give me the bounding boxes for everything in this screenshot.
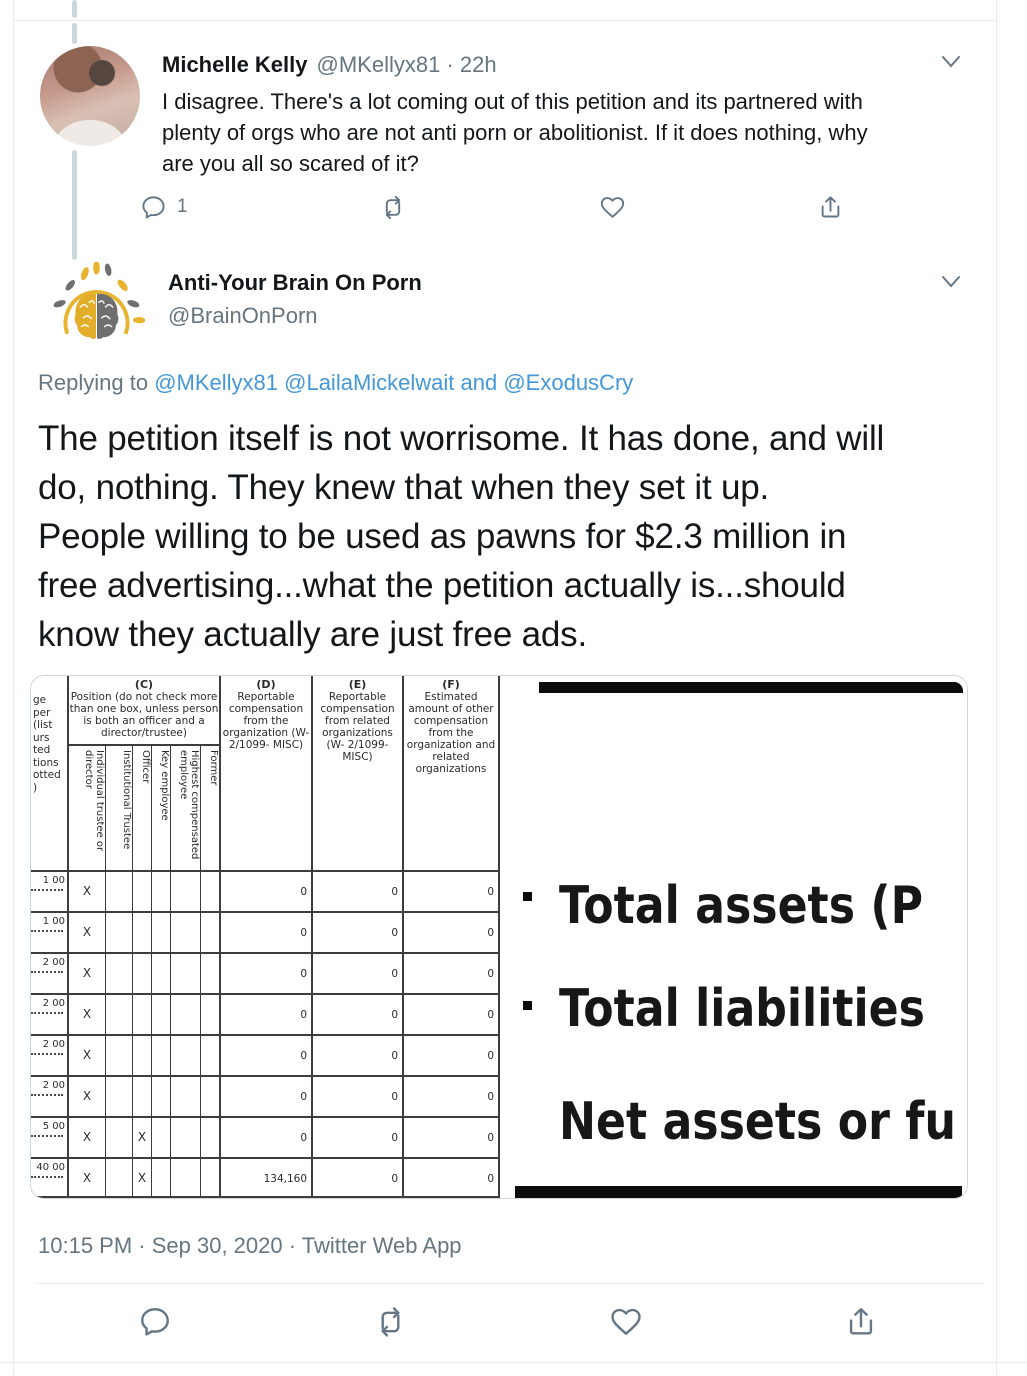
chevron-down-icon[interactable] xyxy=(940,54,962,70)
form-value-cell: 0 xyxy=(221,1116,313,1157)
tweet2-handle[interactable]: @BrainOnPorn xyxy=(168,303,318,328)
form-left-header-cell xyxy=(31,676,69,870)
form-check-cell xyxy=(106,993,133,1034)
hours-value: 2 00 xyxy=(42,1039,65,1050)
sun-ring xyxy=(65,292,127,334)
form-col-c-header xyxy=(69,676,221,746)
form-hours-cell xyxy=(31,1034,69,1075)
form-check-cell xyxy=(171,1075,201,1116)
form-check-cell xyxy=(171,911,201,952)
tweet2-text-line: know they actually are just free ads. xyxy=(38,615,587,654)
form-subcol-header: Officer xyxy=(133,746,152,870)
form-check-cell xyxy=(201,1075,221,1116)
avatar-brain-on-porn[interactable] xyxy=(48,262,145,359)
chevron-down-icon[interactable] xyxy=(940,274,962,290)
form-value-cell: 0 xyxy=(221,870,313,911)
mention-link[interactable]: @LailaMickelwait xyxy=(284,370,461,395)
col-desc: Reportable compensation from related organizations (W- 2/1099- MISC) xyxy=(320,691,395,763)
col-desc: Reportable compensation from the organization (W- 2/1099- MISC) xyxy=(222,691,310,751)
form-col-d-header xyxy=(221,676,313,870)
top-divider xyxy=(14,20,996,21)
form-check-cell xyxy=(152,1157,171,1198)
form-value-cell: 0 xyxy=(221,1075,313,1116)
form-value-cell: 0 xyxy=(313,952,404,993)
form-left-fragment: ge xyxy=(33,694,47,706)
form-check-cell: X xyxy=(69,1116,106,1157)
retweet-icon xyxy=(379,194,407,221)
form-check-cell xyxy=(152,952,171,993)
form-left-fragment: ) xyxy=(33,781,38,794)
form-value-cell: 0 xyxy=(404,870,500,911)
form-check-cell xyxy=(152,911,171,952)
form-check-cell xyxy=(171,1116,201,1157)
scan-black-bar-bottom xyxy=(515,1186,962,1198)
form-hours-cell xyxy=(31,1116,69,1157)
tweet1-header xyxy=(162,52,497,78)
tweet2-text-line: The petition itself is not worrisome. It has done, and will xyxy=(38,419,885,458)
share-icon xyxy=(844,1305,878,1339)
tweet2-display-name[interactable]: Anti-Your Brain On Porn xyxy=(168,270,422,295)
col-label: (D) xyxy=(256,678,276,691)
form-value-cell: 134,160 xyxy=(221,1157,313,1198)
tweet1-text-line: are you all so scared of it? xyxy=(162,151,419,176)
column-border-right xyxy=(996,0,997,1376)
dotted-line xyxy=(31,1135,63,1137)
scan-partial-glyph xyxy=(523,1001,532,1010)
bottom-divider xyxy=(0,1362,1027,1363)
dotted-line xyxy=(31,1176,63,1178)
col-label: (F) xyxy=(442,678,460,691)
reply-bubble-icon xyxy=(138,1305,172,1339)
form-check-cell xyxy=(106,870,133,911)
form-check-cell xyxy=(133,870,152,911)
zoom-line-net-assets: Net assets or fu xyxy=(559,1092,956,1152)
heart-icon xyxy=(599,194,626,221)
hours-value: 2 00 xyxy=(42,957,65,968)
form-check-cell: X xyxy=(133,1116,152,1157)
form-hours-cell xyxy=(31,1157,69,1198)
form-value-cell: 0 xyxy=(404,911,500,952)
form-value-cell: 0 xyxy=(404,1116,500,1157)
reply-bubble-icon xyxy=(140,194,167,221)
hours-value: 5 00 xyxy=(42,1121,65,1132)
form-value-cell: 0 xyxy=(404,1157,500,1198)
reply-count: 1 xyxy=(177,196,188,217)
tweet1-text-line: plenty of orgs who are not anti porn or abolitionist. If it does nothing, why xyxy=(162,120,868,145)
form-check-cell: X xyxy=(69,1075,106,1116)
form-check-cell xyxy=(171,1157,201,1198)
form-check-cell xyxy=(152,993,171,1034)
tweet1-text-line: I disagree. There's a lot coming out of this petition and its partnered with xyxy=(162,89,863,114)
retweet-button[interactable] xyxy=(373,1305,408,1339)
form-check-cell xyxy=(106,911,133,952)
hours-value: 1 00 xyxy=(42,875,65,886)
form-hours-cell xyxy=(31,993,69,1034)
form-value-cell: 0 xyxy=(313,870,404,911)
col-label: (E) xyxy=(348,678,367,691)
zoom-line-total-liabilities: Total liabilities xyxy=(559,979,925,1039)
form-check-cell xyxy=(171,1034,201,1075)
form-left-fragment: (list xyxy=(33,719,53,731)
thread-line xyxy=(72,150,77,260)
form-check-cell: X xyxy=(69,1034,106,1075)
replying-prefix: Replying to xyxy=(38,370,155,395)
retweet-button[interactable] xyxy=(379,194,407,221)
column-border-left xyxy=(13,0,14,1376)
form-value-cell: 0 xyxy=(221,911,313,952)
form-value-cell: 0 xyxy=(404,993,500,1034)
avatar-michelle-kelly[interactable] xyxy=(40,46,140,146)
share-icon xyxy=(817,194,844,221)
hours-value: 1 00 xyxy=(42,916,65,927)
form-check-cell xyxy=(152,1116,171,1157)
form-value-cell: 0 xyxy=(404,1075,500,1116)
tweet2-text-line: People willing to be used as pawns for $2.3 million in xyxy=(38,517,847,556)
form-check-cell xyxy=(201,993,221,1034)
form-check-cell xyxy=(152,870,171,911)
form-subcol-header: Former xyxy=(201,746,221,870)
replying-conjunction: and xyxy=(460,370,504,395)
form-left-fragment: urs xyxy=(33,731,50,744)
form-check-cell xyxy=(106,1075,133,1116)
retweet-icon xyxy=(373,1305,408,1339)
form-left-fragment: otted xyxy=(33,769,61,781)
form-subcol-header: Highest compensated employee xyxy=(171,746,201,870)
form-check-cell: X xyxy=(69,952,106,993)
form-left-fragment: tions xyxy=(33,756,59,769)
form-check-cell xyxy=(133,1075,152,1116)
form-subcol-header: Key employee xyxy=(152,746,171,870)
form-col-f-header xyxy=(404,676,500,870)
scan-black-bar-top xyxy=(539,682,963,693)
form-hours-cell xyxy=(31,911,69,952)
tweet1-display-name[interactable]: Michelle Kelly xyxy=(162,52,308,77)
form-check-cell xyxy=(106,1116,133,1157)
form-check-cell: X xyxy=(69,870,106,911)
tweet2-timestamp: 10:15 PM · Sep 30, 2020 · Twitter Web App xyxy=(38,1233,462,1258)
hours-value: 2 00 xyxy=(42,998,65,1009)
zoom-line-total-assets: Total assets (P xyxy=(559,876,923,936)
form-value-cell: 0 xyxy=(404,1034,500,1075)
form-value-cell: 0 xyxy=(404,952,500,993)
hours-value: 2 00 xyxy=(42,1080,65,1091)
tweet2-text-line: do, nothing. They knew that when they set it up. xyxy=(38,468,770,507)
form-990-table xyxy=(31,676,500,1198)
timestamp-divider xyxy=(36,1283,983,1284)
replying-line xyxy=(38,370,633,396)
mention-link[interactable]: @MKellyx81 xyxy=(154,370,285,395)
form-value-cell: 0 xyxy=(221,993,313,1034)
hours-value: 40 00 xyxy=(36,1162,65,1173)
form-hours-cell xyxy=(31,1075,69,1116)
like-button[interactable] xyxy=(609,1305,643,1339)
form-zoom-panel xyxy=(501,676,967,1198)
dotted-line xyxy=(31,889,63,891)
form-check-cell: X xyxy=(69,993,106,1034)
form-check-cell xyxy=(133,993,152,1034)
form-check-cell: X xyxy=(69,1157,106,1198)
form-value-cell: 0 xyxy=(221,952,313,993)
col-desc: Position (do not check more than one box, unless person is both an officer and a director/trustee) xyxy=(69,691,219,739)
form-check-cell xyxy=(152,1034,171,1075)
form-col-e-header xyxy=(313,676,404,870)
tweet2-attached-image[interactable] xyxy=(30,675,968,1199)
form-hours-cell xyxy=(31,870,69,911)
form-subcol-header: Institutional Trustee xyxy=(106,746,133,870)
form-value-cell: 0 xyxy=(313,911,404,952)
dotted-line xyxy=(31,930,63,932)
reply-button[interactable] xyxy=(138,1305,172,1339)
form-check-cell xyxy=(201,952,221,993)
like-button[interactable] xyxy=(599,194,626,221)
form-check-cell xyxy=(106,952,133,993)
col-label: (C) xyxy=(134,678,154,691)
form-check-cell xyxy=(201,1157,221,1198)
form-left-fragment: per xyxy=(33,706,51,719)
form-check-cell xyxy=(133,911,152,952)
form-check-cell xyxy=(171,870,201,911)
form-check-cell xyxy=(106,1157,133,1198)
tweet1-handle-time[interactable]: @MKellyx81 · 22h xyxy=(316,52,497,77)
share-button[interactable] xyxy=(844,1305,878,1339)
tweet2-action-bar xyxy=(138,1300,878,1344)
form-value-cell: 0 xyxy=(313,1116,404,1157)
form-value-cell: 0 xyxy=(313,1075,404,1116)
form-check-cell: X xyxy=(133,1157,152,1198)
form-check-cell xyxy=(171,952,201,993)
form-check-cell xyxy=(201,911,221,952)
form-check-cell xyxy=(201,870,221,911)
form-subcol-header: Individual trustee or director xyxy=(69,746,106,870)
form-value-cell: 0 xyxy=(313,993,404,1034)
reply-button[interactable] xyxy=(140,194,188,221)
form-value-cell: 0 xyxy=(313,1157,404,1198)
form-value-cell: 0 xyxy=(221,1034,313,1075)
tweet1-action-bar xyxy=(140,190,844,224)
tweet1-text xyxy=(162,86,962,179)
form-check-cell xyxy=(133,1034,152,1075)
dotted-line xyxy=(31,1094,63,1096)
dotted-line xyxy=(31,1012,63,1014)
thread-line xyxy=(72,0,77,18)
form-check-cell xyxy=(171,993,201,1034)
thread-line xyxy=(72,23,77,44)
form-check-cell: X xyxy=(69,911,106,952)
form-value-cell: 0 xyxy=(313,1034,404,1075)
dotted-line xyxy=(31,1053,63,1055)
form-check-cell xyxy=(133,952,152,993)
form-left-fragment: ted xyxy=(33,744,51,756)
form-hours-cell xyxy=(31,952,69,993)
form-check-cell xyxy=(201,1034,221,1075)
col-desc: Estimated amount of other compensation from the organization and related organizations xyxy=(406,691,496,775)
form-check-cell xyxy=(106,1034,133,1075)
tweet2-text-line: free advertising...what the petition actually is...should xyxy=(38,566,846,605)
mention-link[interactable]: @ExodusCry xyxy=(503,370,634,395)
heart-icon xyxy=(609,1305,643,1339)
form-check-cell xyxy=(152,1075,171,1116)
scan-partial-glyph xyxy=(523,892,532,901)
form-check-cell xyxy=(201,1116,221,1157)
tweet2-text xyxy=(38,414,976,659)
dotted-line xyxy=(31,971,63,973)
share-button[interactable] xyxy=(817,194,844,221)
